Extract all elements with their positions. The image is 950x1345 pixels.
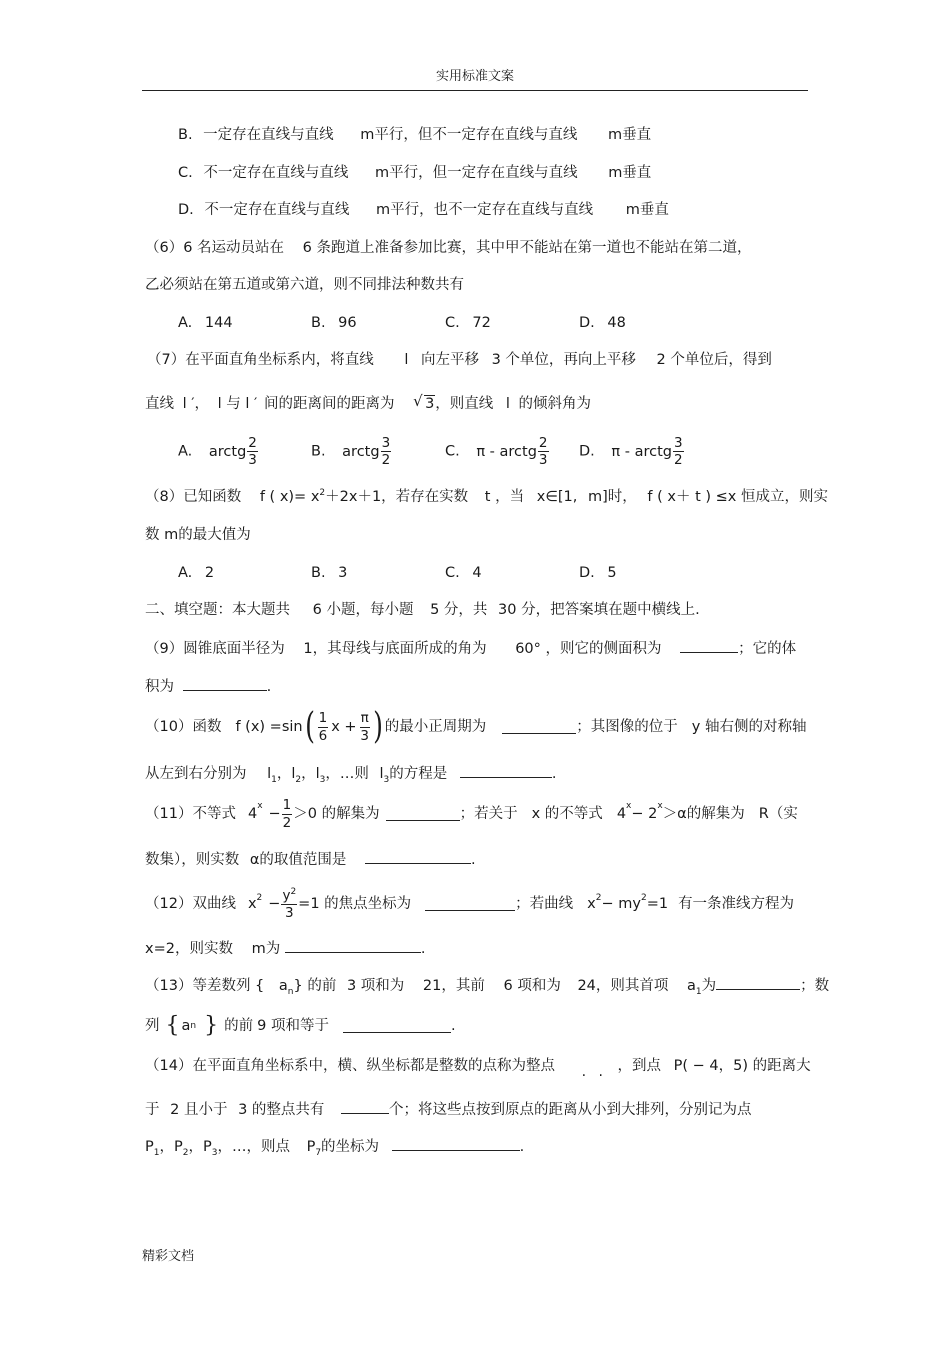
- option-expr: π - arctg: [476, 443, 537, 460]
- option-value: 144: [204, 315, 233, 331]
- question-text: ；数: [800, 978, 830, 994]
- math-var: l ′，: [182, 396, 210, 412]
- question-text: 个；将这些点按到原点的距离从小到大排列，分别记为点: [389, 1102, 752, 1118]
- question-text: x 的不等式: [531, 805, 603, 822]
- question-text: 有一条准线方程为: [678, 895, 795, 912]
- punctuation: .: [266, 679, 272, 695]
- option-letter: A.: [178, 315, 193, 331]
- option-letter: D.: [178, 202, 194, 218]
- denominator: 3: [248, 452, 257, 469]
- question-text: （9）圆锥底面半径为: [145, 641, 285, 657]
- option-text: m垂直: [608, 165, 652, 181]
- q14-line-3: [145, 1138, 524, 1158]
- question-text: 3 的整点共有: [238, 1102, 325, 1118]
- question-text: 6 项和为: [503, 978, 561, 994]
- q5-option-c: [178, 166, 651, 181]
- header-divider: [142, 90, 808, 91]
- option-letter: B.: [311, 565, 326, 581]
- sqrt-expression: [413, 392, 435, 412]
- option-letter: C.: [445, 315, 460, 331]
- answer-blank[interactable]: [425, 898, 515, 911]
- subscript: 1: [271, 774, 277, 785]
- question-text: （12）双曲线: [145, 895, 236, 912]
- option-letter: D.: [579, 315, 595, 331]
- q6-option-a: [178, 316, 233, 331]
- question-text: 为: [701, 978, 717, 994]
- option-text: 一定存在直线与直线: [203, 127, 334, 143]
- question-text: （11）不等式: [145, 805, 236, 822]
- option-var: m: [376, 202, 391, 218]
- subscript: 3: [211, 1147, 218, 1158]
- math-var: P: [145, 1139, 154, 1155]
- math-var: a: [278, 978, 288, 994]
- q5-option-b: [178, 128, 651, 143]
- question-text: 60° ，则它的侧面积为: [515, 641, 662, 657]
- emphasis-dots: . .: [581, 1064, 607, 1080]
- q5-option-d: [178, 203, 669, 218]
- superscript: 2: [256, 893, 263, 903]
- math-expr: − 2: [631, 805, 658, 822]
- q8-line-2: 数 m的最大值为: [145, 527, 251, 543]
- q7-line-2: [145, 392, 592, 412]
- subscript: 1: [695, 986, 702, 997]
- math-expr: f (x) =sin: [235, 718, 303, 735]
- math-var: l: [505, 396, 510, 412]
- denominator: 6: [318, 727, 328, 744]
- question-text: （13）等差数列 {: [145, 978, 265, 994]
- math-var: x: [247, 895, 257, 912]
- math-expr: =1: [646, 895, 669, 912]
- option-letter: B.: [311, 315, 326, 331]
- denominator: 2: [673, 452, 683, 469]
- option-expr: arctg: [208, 443, 247, 460]
- question-text: f ( x＋ t ) ≤x 恒成立，则实: [647, 488, 828, 505]
- math-expr: 4: [247, 805, 258, 822]
- question-text: ＞0 的解集为: [293, 805, 380, 822]
- question-text: ＋2x＋1，若存在实数: [325, 488, 469, 505]
- math-var: l: [404, 352, 409, 368]
- q13-line-2: [145, 1013, 456, 1039]
- numerator: 1: [318, 710, 328, 727]
- option-value: 72: [472, 315, 491, 331]
- math-expr: x +: [331, 718, 357, 735]
- answer-blank[interactable]: [460, 765, 552, 778]
- punctuation: .: [420, 941, 426, 957]
- question-text: ；它的体: [738, 641, 797, 657]
- option-text: 平行，但一定存在直线与直线: [389, 165, 578, 181]
- q10-line-1: [145, 706, 806, 748]
- math-expr: f ( x)= x: [259, 488, 320, 505]
- question-text: ；若关于: [459, 805, 518, 822]
- numerator: 3: [381, 435, 391, 451]
- q11-line-1: [145, 794, 798, 834]
- question-text: 21，其前: [422, 978, 485, 994]
- q14-line-1: [145, 1058, 811, 1080]
- page-header-title: 实用标准文案: [435, 69, 514, 84]
- question-text: 6 条跑道上准备参加比赛，其中甲不能站在第一道也不能站在第二道，: [302, 240, 752, 256]
- fraction: [673, 436, 684, 467]
- option-value: 3: [338, 565, 348, 581]
- numerator: 2: [538, 435, 548, 451]
- sqrt-icon: √: [413, 392, 423, 410]
- question-text: 直线: [145, 396, 174, 412]
- question-text: 的坐标为: [321, 1139, 380, 1155]
- fraction: [318, 711, 329, 742]
- q12-line-2: [145, 940, 425, 957]
- q6-line-1: [145, 241, 752, 256]
- subscript: n: [190, 1020, 197, 1031]
- fraction: [247, 436, 258, 467]
- question-text: 间的距离间的距离为: [263, 396, 395, 412]
- numerator-var: y: [282, 887, 291, 904]
- math-var: l 与 l ′: [217, 396, 258, 412]
- question-text: m为: [251, 941, 281, 957]
- q13-line-1: [145, 977, 829, 997]
- superscript: x: [657, 801, 663, 811]
- superscript: 2: [290, 887, 297, 898]
- subscript: 2: [182, 1147, 189, 1158]
- option-letter: A.: [178, 443, 193, 460]
- option-value: 2: [204, 565, 215, 581]
- question-text: t ，当: [484, 488, 525, 505]
- punctuation: .: [471, 852, 476, 868]
- option-text: 不一定存在直线与直线: [203, 165, 349, 181]
- denominator: 3: [285, 904, 294, 921]
- numerator: π: [360, 710, 369, 727]
- denominator: 3: [360, 727, 369, 744]
- question-text: α的取值范围是: [249, 852, 347, 868]
- q8-line-1: [145, 489, 828, 504]
- option-value: 5: [607, 565, 617, 581]
- answer-blank[interactable]: [183, 678, 267, 691]
- math-expr: ，P: [188, 1139, 212, 1155]
- question-text: 的前: [224, 1017, 254, 1034]
- math-var: a: [181, 1017, 191, 1034]
- question-text: ，则直线: [435, 396, 494, 412]
- math-var: x: [587, 895, 596, 912]
- answer-blank[interactable]: [716, 977, 800, 990]
- radicand: 3: [425, 396, 435, 412]
- q9-line-1: [145, 640, 796, 657]
- question-text: 积为: [145, 679, 174, 695]
- subscript: 3: [319, 774, 326, 785]
- subscript: 7: [315, 1147, 322, 1158]
- subscript: 2: [295, 774, 302, 785]
- denominator: 2: [381, 452, 391, 469]
- question-text: 1，其母线与底面所成的角为: [303, 641, 487, 657]
- option-letter: D.: [579, 565, 595, 581]
- fraction: [360, 711, 370, 742]
- question-text: 9 项和等于: [257, 1017, 329, 1034]
- option-value: 4: [472, 565, 482, 581]
- q12-line-1: [145, 882, 794, 926]
- math-expr: − my: [601, 895, 641, 912]
- fraction: [538, 436, 549, 467]
- superscript: x: [257, 801, 263, 811]
- punctuation: .: [551, 766, 557, 782]
- option-text: 平行，但不一定存在直线与直线: [374, 127, 578, 143]
- option-letter: A.: [178, 565, 193, 581]
- q7-line-1: [147, 353, 772, 368]
- q6-line-2: 乙必须站在第五道或第六道，则不同排法种数共有: [145, 277, 464, 293]
- math-var: l: [379, 766, 384, 782]
- section-text: 二、填空题：本大题共: [145, 602, 290, 618]
- q6-option-d: [579, 316, 626, 331]
- question-text: 的最小正周期为: [384, 718, 487, 735]
- fraction: [281, 888, 297, 920]
- math-var: P: [306, 1139, 316, 1155]
- answer-blank[interactable]: [343, 1020, 451, 1033]
- fraction: [381, 436, 392, 467]
- q7-option-c: [445, 436, 550, 467]
- numerator: 1: [282, 797, 292, 814]
- option-value: 96: [338, 315, 357, 331]
- option-text: 平行，也不一定存在直线与直线: [390, 202, 594, 218]
- math-expr: x∈[1,: [536, 488, 578, 505]
- option-letter: D.: [579, 443, 595, 460]
- question-text: 3 个单位，再向上平移: [491, 352, 636, 368]
- paren-right-icon: ): [372, 706, 383, 747]
- question-text: y 轴右侧的对称轴: [691, 718, 807, 735]
- q6-option-b: [311, 316, 357, 331]
- q8-option-b: [311, 566, 347, 581]
- question-text: 的方程是: [389, 766, 448, 782]
- section-text: 6 小题，每小题: [312, 602, 414, 618]
- q14-line-2: [145, 1101, 752, 1118]
- question-text: （10）函数: [145, 718, 222, 735]
- option-var: m: [374, 165, 390, 181]
- answer-blank[interactable]: [341, 1101, 389, 1114]
- question-text: 的倾斜角为: [518, 396, 592, 412]
- math-expr: ，…则: [325, 766, 369, 782]
- denominator: 2: [282, 814, 292, 831]
- question-text: 2 且小于: [170, 1102, 228, 1118]
- question-text: （14）在平面直角坐标系中，横、纵坐标都是整数的点称为整点: [145, 1058, 555, 1074]
- q8-option-a: [178, 566, 214, 581]
- math-var: a: [687, 978, 696, 994]
- option-letter: C.: [445, 443, 460, 460]
- option-text: m垂直: [625, 202, 669, 218]
- q9-line-2: [145, 678, 271, 695]
- numerator: 3: [673, 435, 683, 451]
- superscript: 2: [319, 488, 326, 498]
- punctuation: .: [450, 1017, 456, 1034]
- q10-line-2: [145, 765, 557, 785]
- question-text: R（实: [758, 805, 798, 822]
- q7-option-a: [178, 436, 259, 467]
- answer-blank[interactable]: [502, 721, 576, 734]
- q11-line-2: [145, 851, 476, 868]
- question-text: x=2，则实数: [145, 941, 233, 957]
- question-text: ，到点: [617, 1058, 662, 1074]
- option-letter: B.: [178, 127, 193, 143]
- subscript: 1: [153, 1147, 160, 1158]
- question-text: =1 的焦点坐标为: [298, 895, 412, 912]
- question-text: 3 项和为: [346, 978, 405, 994]
- math-expr: −: [268, 895, 281, 912]
- math-expr: 4: [616, 805, 627, 822]
- q7-option-b: [311, 436, 392, 467]
- question-text: ；其图像的位于: [576, 718, 678, 735]
- question-text: （8）已知函数: [145, 488, 242, 505]
- superscript: x: [626, 801, 632, 811]
- question-text: 向左平移: [420, 352, 479, 368]
- brace-left-icon: {: [165, 1013, 180, 1038]
- answer-blank[interactable]: [285, 940, 421, 953]
- question-text: 24，则其首项: [577, 978, 669, 994]
- punctuation: .: [519, 1139, 525, 1155]
- question-text: （7）在平面直角坐标系内，将直线: [147, 352, 374, 368]
- q6-option-c: [445, 316, 491, 331]
- superscript: 2: [595, 893, 602, 903]
- option-expr: π - arctg: [611, 443, 672, 460]
- math-expr: ，l: [301, 766, 320, 782]
- fraction: [282, 798, 293, 829]
- superscript: 2: [640, 893, 647, 903]
- option-letter: C.: [445, 565, 460, 581]
- option-text: 不一定存在直线与直线: [204, 202, 350, 218]
- question-text: P( − 4，5) 的距离大: [673, 1058, 811, 1074]
- option-value: 48: [607, 315, 626, 331]
- question-text: 列: [145, 1017, 160, 1034]
- option-letter: B.: [311, 443, 326, 460]
- page-footer: 精彩文档: [142, 1249, 195, 1264]
- question-text: （6）6 名运动员站在: [145, 240, 285, 256]
- brace-right-icon: }: [204, 1013, 219, 1038]
- option-letter: C.: [178, 165, 193, 181]
- option-text: m垂直: [608, 127, 652, 143]
- option-expr: arctg: [342, 443, 380, 460]
- question-text: 于: [145, 1102, 160, 1118]
- q7-option-d: [579, 436, 685, 467]
- section-text: 30 分，把答案填在题中横线上.: [498, 602, 700, 618]
- answer-blank[interactable]: [365, 851, 471, 864]
- question-text: 数集），则实数: [145, 852, 240, 868]
- question-text: } 的前: [293, 978, 337, 994]
- question-text: 2 个单位后，得到: [656, 352, 772, 368]
- math-expr: ，l: [276, 766, 296, 782]
- subscript: 3: [383, 774, 390, 785]
- question-text: ，…，则点: [217, 1139, 290, 1155]
- section-heading-fill-in: [145, 603, 700, 618]
- numerator: 2: [248, 435, 257, 451]
- numerator: [281, 888, 297, 905]
- math-expr: −: [268, 805, 281, 822]
- answer-blank[interactable]: [386, 808, 460, 821]
- q8-option-c: [445, 566, 482, 581]
- subscript: n: [287, 986, 294, 997]
- paren-left-icon: (: [304, 706, 315, 747]
- answer-blank[interactable]: [392, 1138, 520, 1151]
- denominator: 3: [538, 452, 548, 469]
- math-expr: ，P: [159, 1139, 183, 1155]
- question-text: ＞α的解集为: [662, 805, 745, 822]
- math-var: l: [267, 766, 272, 782]
- q8-option-d: [579, 566, 617, 581]
- option-var: m: [360, 127, 375, 143]
- question-text: 从左到右分别为: [145, 766, 247, 782]
- answer-blank[interactable]: [680, 640, 738, 653]
- question-text: ；若曲线: [515, 895, 574, 912]
- math-expr: m]时，: [588, 488, 637, 505]
- section-text: 5 分，共: [430, 602, 488, 618]
